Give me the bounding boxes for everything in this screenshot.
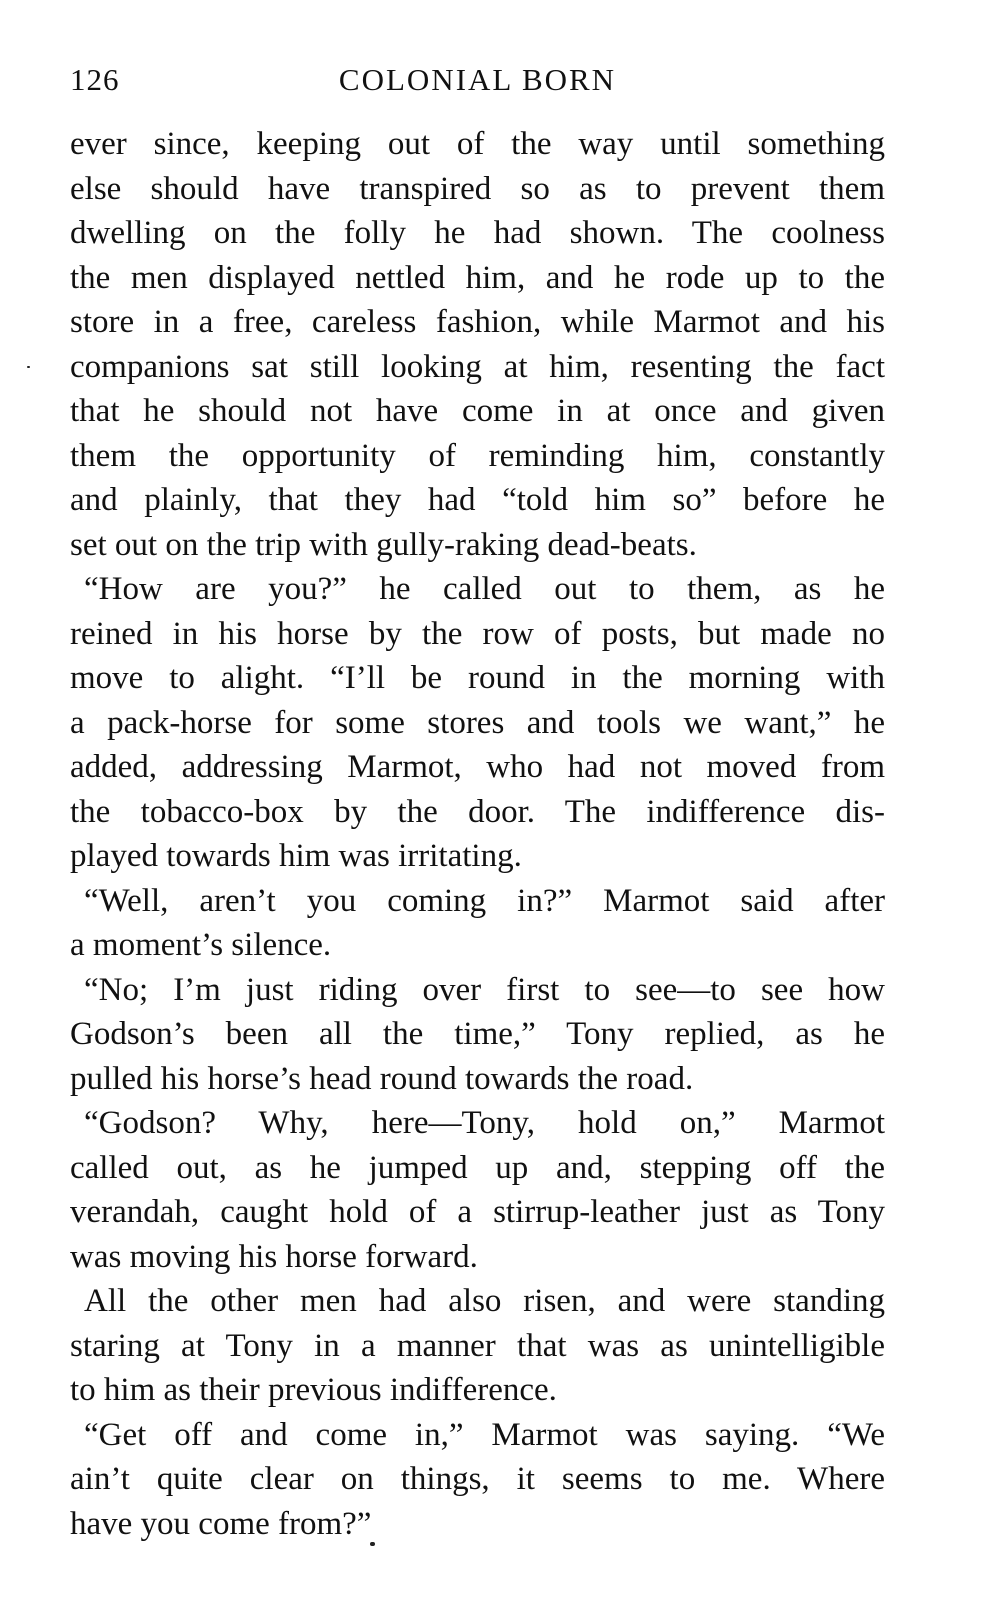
body-text <box>70 122 885 1546</box>
text-line: the tobacco-box by the door. The indifference dis- <box>70 793 885 830</box>
text-line: dwelling on the folly he had shown. The coolness <box>70 215 885 251</box>
text-line: was moving his horse forward. <box>70 1238 478 1275</box>
text-line: pulled his horse’s head round towards the road. <box>70 1060 694 1097</box>
text-line: them the opportunity of reminding him, constantly <box>70 437 885 474</box>
text-line: reined in his horse by the row of posts, but made no <box>70 615 885 652</box>
text-line: move to alight. “I’ll be round in the morning with <box>70 660 885 696</box>
text-line: “Get off and come in,” Marmot was saying. “We <box>84 1416 885 1453</box>
text-line: “Godson? Why, here—Tony, hold on,” Marmot <box>84 1105 885 1141</box>
text-line: store in a free, careless fashion, while Marmot and his <box>70 304 885 340</box>
text-line: added, addressing Marmot, who had not moved from <box>70 749 885 785</box>
text-line: the men displayed nettled him, and he rode up to the <box>70 259 885 296</box>
text-line: companions sat still looking at him, resenting the fact <box>70 348 885 385</box>
text-line: a moment’s silence. <box>70 927 332 963</box>
text-line: Godson’s been all the time,” Tony replied, as he <box>70 1016 885 1052</box>
text-line: “Well, aren’t you coming in?” Marmot said after <box>84 882 885 919</box>
text-line: played towards him was irritating. <box>70 838 522 874</box>
text-line: have you come from?” <box>70 1505 372 1542</box>
text-line: a pack-horse for some stores and tools we want,” he <box>70 704 885 741</box>
text-line: set out on the trip with gully-raking dead-beats. <box>70 526 697 563</box>
text-line: that he should not have come in at once and given <box>70 393 885 429</box>
page-number: 126 <box>70 62 120 97</box>
text-line: ain’t quite clear on things, it seems to me. Where <box>70 1461 885 1497</box>
page-header <box>70 62 885 106</box>
text-line: else should have transpired so as to prevent them <box>70 170 885 207</box>
text-line: to him as their previous indifference. <box>70 1372 557 1408</box>
print-speck <box>27 366 30 368</box>
running-title: COLONIAL BORN <box>338 62 617 97</box>
text-line: staring at Tony in a manner that was as unintelligible <box>70 1327 885 1364</box>
text-line: “How are you?” he called out to them, as he <box>84 571 885 607</box>
text-line: and plainly, that they had “told him so” before he <box>70 482 885 518</box>
print-speck <box>370 1542 375 1546</box>
text-line: “No; I’m just riding over first to see—to see how <box>84 971 885 1008</box>
text-line: verandah, caught hold of a stirrup-leather just as Tony <box>70 1194 885 1230</box>
text-line: All the other men had also risen, and were standing <box>84 1283 885 1319</box>
text-line: called out, as he jumped up and, stepping off the <box>70 1149 885 1186</box>
text-line: ever since, keeping out of the way until something <box>70 126 885 162</box>
